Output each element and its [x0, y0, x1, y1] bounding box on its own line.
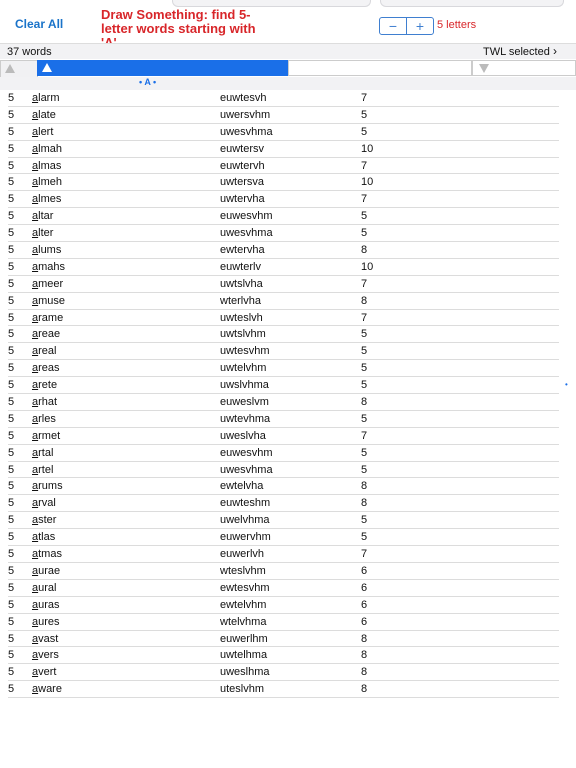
length-label: 5 letters: [437, 19, 477, 31]
letter-code: euwesvhm: [220, 210, 273, 223]
table-row[interactable]: [0, 614, 576, 631]
word-text: aware: [32, 683, 62, 696]
letter-code: euweslvm: [220, 396, 269, 409]
word-score: 7: [361, 548, 368, 561]
letter-code: ewtelvhm: [220, 598, 267, 611]
word-score: 8: [361, 632, 368, 645]
table-row[interactable]: [0, 360, 576, 377]
status-bar: [0, 43, 576, 60]
word-length: 5: [8, 531, 15, 544]
word-text: alums: [32, 244, 62, 257]
word-length: 5: [8, 92, 15, 104]
word-score: 6: [361, 615, 368, 628]
length-stepper[interactable]: [379, 17, 434, 35]
table-row[interactable]: [0, 546, 576, 563]
word-text: aster: [32, 514, 57, 527]
word-length: 5: [8, 345, 15, 358]
sort-up-icon: [42, 63, 52, 72]
word-score: 5: [361, 108, 368, 121]
word-length: 5: [8, 480, 15, 493]
letter-code: uwtelhma: [220, 649, 268, 662]
word-score: 7: [361, 159, 368, 172]
table-row[interactable]: [0, 225, 576, 242]
word-text: atlas: [32, 531, 56, 544]
word-score: 8: [361, 244, 368, 257]
letter-code: euwerlvh: [220, 548, 265, 561]
word-text: alate: [32, 108, 56, 121]
letter-code: euwesvhm: [220, 446, 273, 459]
word-list: [0, 90, 576, 698]
word-length: 5: [8, 548, 15, 561]
letter-code: wtelvhma: [220, 615, 267, 628]
letter-code: uwslvhma: [220, 379, 269, 392]
word-score: 10: [361, 176, 374, 189]
letter-code: uwtersva: [220, 176, 265, 189]
letter-code: euwtervh: [220, 159, 265, 172]
table-row[interactable]: [0, 597, 576, 614]
word-score: 5: [361, 379, 368, 392]
word-text: auras: [32, 598, 60, 611]
letter-code: uwtelvhm: [220, 362, 267, 375]
letter-code: uwtervha: [220, 193, 265, 206]
word-length: 5: [8, 227, 15, 240]
table-row[interactable]: [0, 647, 576, 664]
word-score: 6: [361, 564, 368, 577]
letter-code: euwterlv: [220, 260, 261, 273]
letter-code: uteslvhm: [220, 683, 265, 696]
letter-code: uwtevhma: [220, 412, 271, 425]
letter-code: euwtersv: [220, 142, 265, 155]
word-length: 5: [8, 294, 15, 307]
word-length: 5: [8, 429, 15, 442]
letter-code: uweslhma: [220, 666, 270, 679]
table-row[interactable]: [0, 208, 576, 225]
table-row[interactable]: [0, 462, 576, 479]
word-score: 5: [361, 412, 368, 425]
letter-code: uwteslvh: [220, 311, 263, 324]
word-score: 7: [361, 429, 368, 442]
word-score: 7: [361, 193, 368, 206]
letter-code: euwtesvh: [220, 92, 267, 104]
filter-input[interactable]: [288, 60, 472, 76]
word-length: 5: [8, 244, 15, 257]
word-text: arete: [32, 379, 58, 392]
table-row[interactable]: [0, 293, 576, 310]
table-row[interactable]: [0, 529, 576, 546]
word-length: 5: [8, 446, 15, 459]
table-row[interactable]: [0, 158, 576, 175]
sort-up-icon: [5, 64, 15, 73]
letter-code: euwerlhm: [220, 632, 268, 645]
letter-code: wteslvhm: [220, 564, 266, 577]
letter-code: uwtslvhm: [220, 328, 266, 341]
word-length: 5: [8, 463, 15, 476]
letter-code: uwelvhma: [220, 514, 270, 527]
table-row[interactable]: [0, 242, 576, 259]
table-row[interactable]: [0, 411, 576, 428]
letter-code: ewtervha: [220, 244, 265, 257]
letter-code: ewtelvha: [220, 480, 264, 493]
increment-button[interactable]: +: [406, 18, 433, 34]
word-text: aures: [32, 615, 60, 628]
scroll-indicator-dot[interactable]: •: [565, 380, 568, 389]
letter-code: uweslvha: [220, 429, 266, 442]
word-score: 5: [361, 446, 368, 459]
section-index-header: [0, 77, 576, 90]
word-score: 10: [361, 260, 374, 273]
word-text: almas: [32, 159, 62, 172]
word-length: 5: [8, 108, 15, 121]
word-length: 5: [8, 396, 15, 409]
decrement-button[interactable]: −: [388, 18, 398, 34]
word-text: artal: [32, 446, 54, 459]
word-count: 37 words: [7, 46, 52, 58]
word-text: arhat: [32, 396, 58, 409]
word-score: 5: [361, 210, 368, 223]
word-text: areas: [32, 362, 60, 375]
table-row[interactable]: [0, 681, 576, 698]
word-score: 8: [361, 666, 368, 679]
letter-code: uwesvhma: [220, 463, 273, 476]
word-text: avast: [32, 632, 59, 645]
letter-code: ewtesvhm: [220, 581, 270, 594]
word-text: aural: [32, 581, 57, 594]
word-length: 5: [8, 615, 15, 628]
letter-code: euwteshm: [220, 497, 271, 510]
word-text: arame: [32, 311, 64, 324]
word-score: 6: [361, 581, 368, 594]
word-length: 5: [8, 159, 15, 172]
word-length: 5: [8, 210, 15, 223]
word-length: 5: [8, 497, 15, 510]
word-text: alter: [32, 227, 54, 240]
word-score: 8: [361, 649, 368, 662]
word-text: areal: [32, 345, 57, 358]
word-length: 5: [8, 260, 15, 273]
table-row[interactable]: [0, 310, 576, 327]
word-length: 5: [8, 598, 15, 611]
word-length: 5: [8, 412, 15, 425]
toolbar: [0, 0, 576, 42]
word-text: artel: [32, 463, 54, 476]
table-row[interactable]: [0, 563, 576, 580]
dictionary-selector[interactable]: TWL selected: [483, 46, 550, 58]
table-row[interactable]: [0, 124, 576, 141]
word-text: avers: [32, 649, 59, 662]
word-text: areae: [32, 328, 61, 341]
table-row[interactable]: [0, 141, 576, 158]
word-score: 5: [361, 514, 368, 527]
word-score: 8: [361, 480, 368, 493]
table-row[interactable]: [0, 394, 576, 411]
letter-code: euwervhm: [220, 531, 271, 544]
word-length: 5: [8, 125, 15, 138]
table-row[interactable]: [0, 191, 576, 208]
word-text: aurae: [32, 564, 61, 577]
table-row[interactable]: [0, 377, 576, 394]
letter-code: uwtslvha: [220, 277, 263, 290]
word-score: 7: [361, 277, 368, 290]
table-row[interactable]: [0, 512, 576, 529]
word-text: arles: [32, 412, 56, 425]
word-length: 5: [8, 564, 15, 577]
word-length: 5: [8, 581, 15, 594]
word-text: arval: [32, 497, 56, 510]
filter-row: [0, 59, 576, 77]
table-row[interactable]: [0, 631, 576, 648]
section-letter: • A •: [139, 77, 157, 87]
word-text: almeh: [32, 176, 62, 189]
table-row[interactable]: [0, 445, 576, 462]
word-length: 5: [8, 176, 15, 189]
sort-length-ascending-button[interactable]: [0, 60, 38, 78]
sort-word-ascending-button[interactable]: [37, 60, 288, 76]
word-score: 5: [361, 531, 368, 544]
word-text: almah: [32, 142, 62, 155]
word-score: 8: [361, 294, 368, 307]
word-length: 5: [8, 362, 15, 375]
word-text: amahs: [32, 260, 66, 273]
ends-with-field-stub[interactable]: [380, 0, 564, 7]
table-row[interactable]: [0, 580, 576, 597]
table-row[interactable]: [0, 259, 576, 276]
chevron-right-icon[interactable]: ›: [553, 44, 557, 58]
sort-down-icon: [479, 64, 489, 73]
word-text: ameer: [32, 277, 64, 290]
table-row[interactable]: [0, 343, 576, 360]
word-length: 5: [8, 142, 15, 155]
table-row[interactable]: [0, 276, 576, 293]
table-row[interactable]: [0, 428, 576, 445]
word-text: alert: [32, 125, 54, 138]
word-length: 5: [8, 632, 15, 645]
word-length: 5: [8, 514, 15, 527]
word-text: alarm: [32, 92, 60, 104]
word-length: 5: [8, 277, 15, 290]
word-length: 5: [8, 311, 15, 324]
word-score: 5: [361, 227, 368, 240]
letter-code: uwtesvhm: [220, 345, 270, 358]
table-row[interactable]: [0, 495, 576, 512]
word-text: arums: [32, 480, 63, 493]
table-row[interactable]: [0, 478, 576, 495]
clear-all-button[interactable]: Clear All: [15, 17, 64, 31]
word-text: amuse: [32, 294, 66, 307]
word-score: 10: [361, 142, 374, 155]
word-length: 5: [8, 649, 15, 662]
word-length: 5: [8, 683, 15, 696]
word-score: 5: [361, 463, 368, 476]
word-score: 5: [361, 362, 368, 375]
word-text: armet: [32, 429, 61, 442]
annotation-note: Draw Something: find 5-letter words starting with: [101, 7, 256, 36]
word-score: 7: [361, 92, 368, 104]
word-text: avert: [32, 666, 57, 679]
sort-descending-button[interactable]: [472, 60, 576, 76]
letter-code: wterlvha: [220, 294, 261, 307]
word-score: 5: [361, 328, 368, 341]
word-score: 8: [361, 396, 368, 409]
word-length: 5: [8, 328, 15, 341]
word-score: 7: [361, 311, 368, 324]
word-text: altar: [32, 210, 54, 223]
word-length: 5: [8, 193, 15, 206]
word-text: almes: [32, 193, 62, 206]
word-score: 8: [361, 683, 368, 696]
table-row[interactable]: [0, 664, 576, 681]
word-score: 5: [361, 125, 368, 138]
word-length: 5: [8, 666, 15, 679]
word-length: 5: [8, 379, 15, 392]
contains-field-stub[interactable]: [172, 0, 371, 7]
letter-code: uwersvhm: [220, 108, 271, 121]
table-row[interactable]: [0, 90, 576, 107]
table-row[interactable]: [0, 326, 576, 343]
letter-code: uwesvhma: [220, 125, 273, 138]
word-text: atmas: [32, 548, 62, 561]
table-row[interactable]: [0, 107, 576, 124]
word-score: 6: [361, 598, 368, 611]
word-score: 8: [361, 497, 368, 510]
word-score: 5: [361, 345, 368, 358]
table-row[interactable]: [0, 174, 576, 191]
letter-code: uwesvhma: [220, 227, 273, 240]
